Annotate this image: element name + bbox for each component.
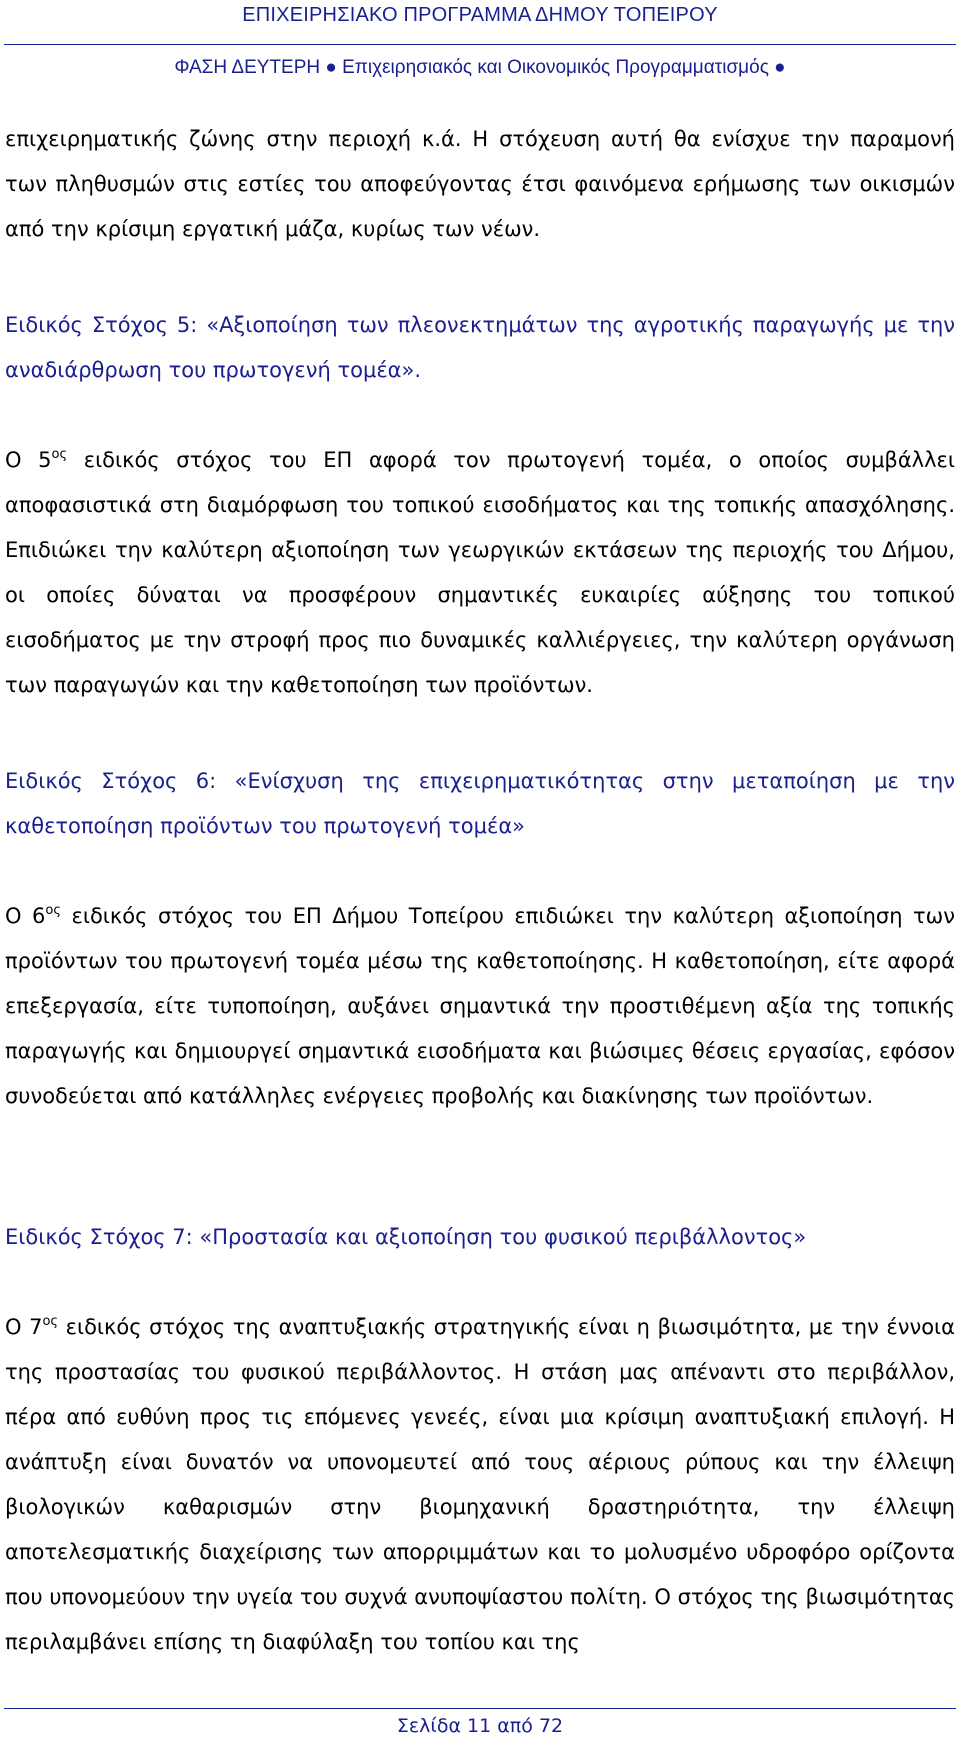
goal5-lead: Ο 5 xyxy=(5,448,52,472)
goal6-heading: Ειδικός Στόχος 6: «Ενίσχυση της επιχειρηματικότητας στην μεταποίηση με την καθετοποίηση προϊόντων του πρωτογενή τομέα» xyxy=(5,769,955,838)
goal5-heading: Ειδικός Στόχος 5: «Αξιοποίηση των πλεονεκτημάτων της αγροτικής παραγωγής με την αναδιάρθρωση του πρωτογενή τομέα». xyxy=(5,313,955,382)
goal6-lead: Ο 6 xyxy=(5,904,46,928)
goal5-paragraph xyxy=(5,438,955,708)
goal5-text: ειδικός στόχος του ΕΠ αφορά τον πρωτογενή τομέα, ο οποίος συμβάλλει αποφασιστικά στη διαμόρφωση του τοπικού εισοδήματος και της τοπικής απασχόλησης. Επιδιώκει την καλύτερη αξιοποίηση των γεωργικών εκτάσεων της περιοχής του Δήμου, οι οποίες δύναται να προσφέρουν σημαντικές ευκαιρίες αύξησης του τοπικού εισοδήματος με την στροφή προς πιο δυναμικές καλλιέργειες, την καλύτερη οργάνωση των παραγωγών και την καθετοποίηση των προϊόντων. xyxy=(5,448,955,697)
goal7-ordinal-suffix: ος xyxy=(42,1314,59,1329)
goal7-heading: Ειδικός Στόχος 7: «Προστασία και αξιοποίηση του φυσικού περιβάλλοντος» xyxy=(5,1225,807,1249)
document-subtitle: ΦΑΣΗ ΔΕΥΤΕΡΗ ● Επιχειρησιακός και Οικονομικός Προγραμματισμός ● xyxy=(174,57,786,78)
page-number: Σελίδα 11 από 72 xyxy=(396,1715,564,1737)
header-divider xyxy=(4,44,956,45)
document-title: ΕΠΙΧΕΙΡΗΣΙΑΚΟ ΠΡΟΓΡΑΜΜΑ ΔΗΜΟΥ ΤΟΠΕΙΡΟΥ xyxy=(242,4,718,26)
goal7-text: ειδικός στόχος της αναπτυξιακής στρατηγικής είναι η βιωσιμότητα, με την έννοια της προστασίας του φυσικού περιβάλλοντος. Η στάση μας απέναντι στο περιβάλλον, πέρα από ευθύνη προς τις επόμενες γενεές, είναι μια κρίσιμη αναπτυξιακή επιλογή. Η ανάπτυξη είναι δυνατόν να υπονομευτεί από τους αέριους ρύπους και την έλλειψη βιολογικών καθαρισμών στην βιομηχανική δραστηριότητα, την έλλειψη αποτελεσματικής διαχείρισης των απορριμμάτων και το μολυσμένο υδροφόρο ορίζοντα που υπονομεύουν την υγεία του συχνά ανυποψίαστου πολίτη. Ο στόχος της βιωσιμότητας περιλαμβάνει επίσης τη διαφύλαξη του τοπίου και της xyxy=(5,1315,955,1654)
goal6-paragraph xyxy=(5,894,955,1119)
goal7-paragraph xyxy=(5,1305,955,1665)
intro-paragraph: επιχειρηματικής ζώνης στην περιοχή κ.ά. Η στόχευση αυτή θα ενίσχυε την παραμονή των πληθυσμών στις εστίες του αποφεύγοντας έτσι φαινόμενα ερήμωσης των οικισμών από την κρίσιμη εργατική μάζα, κυρίως των νέων. xyxy=(5,127,955,241)
goal5-ordinal-suffix: ος xyxy=(51,447,68,462)
goal6-ordinal-suffix: ος xyxy=(45,903,61,918)
goal7-lead: Ο 7 xyxy=(5,1315,43,1339)
goal6-text: ειδικός στόχος του ΕΠ Δήμου Τοπείρου επιδιώκει την καλύτερη αξιοποίηση των προϊόντων του πρωτογενή τομέα μέσω της καθετοποίησης. Η καθετοποίηση, είτε αφορά επεξεργασία, είτε τυποποίηση, αυξάνει σημαντικά την προστιθέμενη αξία της τοπικής παραγωγής και δημιουργεί σημαντικά εισοδήματα και βιώσιμες θέσεις εργασίας, εφόσον συνοδεύεται από κατάλληλες ενέργειες προβολής και διακίνησης των προϊόντων. xyxy=(5,904,955,1108)
footer-divider xyxy=(4,1708,956,1709)
